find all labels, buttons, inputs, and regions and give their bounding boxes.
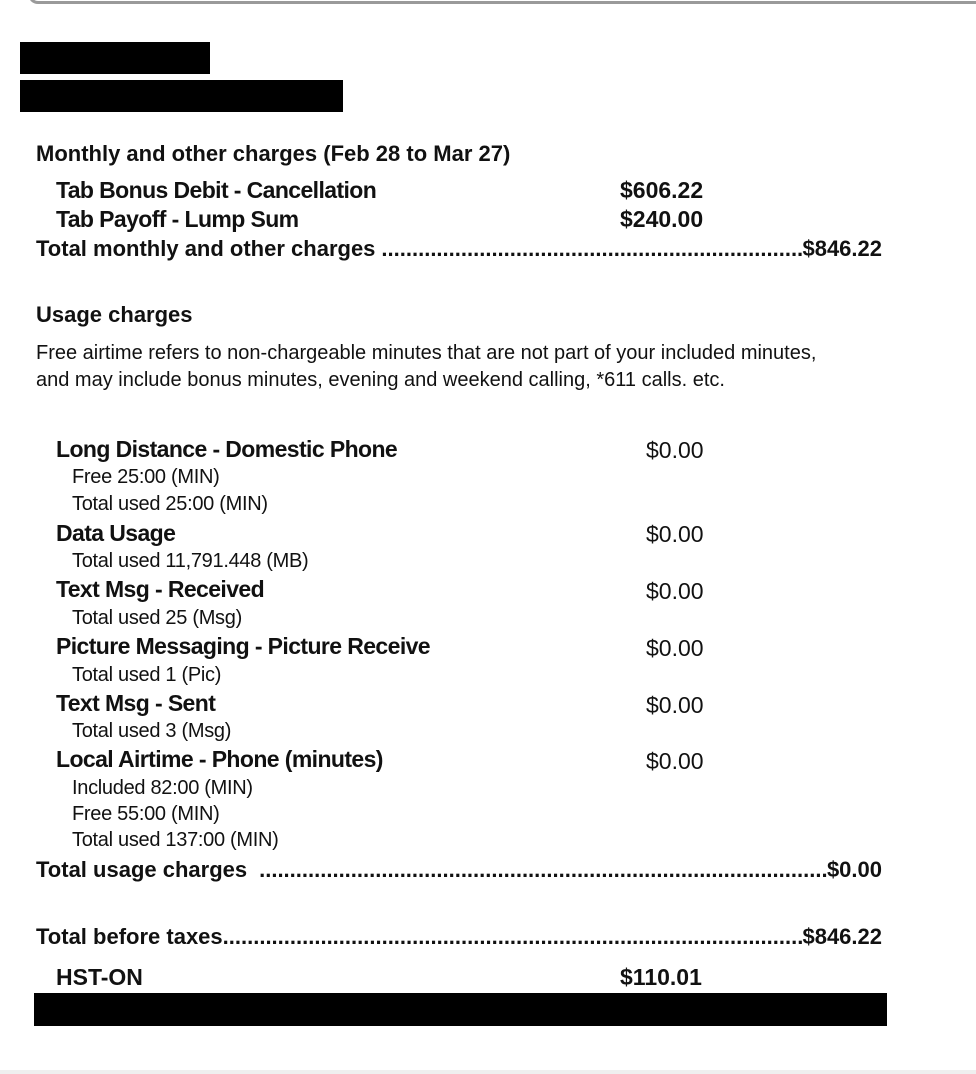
usage-item-detail: Included 82:00 (MIN)	[72, 777, 253, 799]
tax-amount: $110.01	[620, 964, 702, 990]
usage-heading: Usage charges	[36, 302, 193, 327]
usage-item-amount: $0.00	[646, 521, 704, 547]
monthly-item-label: Tab Bonus Debit - Cancellation	[56, 177, 377, 203]
redacted-name-block	[20, 42, 210, 74]
monthly-total-label: Total monthly and other charges	[36, 236, 376, 261]
usage-item-detail: Total used 137:00 (MIN)	[72, 829, 279, 851]
monthly-total-row	[36, 236, 882, 262]
usage-item-detail: Free 55:00 (MIN)	[72, 803, 220, 825]
usage-item-label: Picture Messaging - Picture Receive	[56, 633, 430, 659]
usage-item-detail: Total used 1 (Pic)	[72, 664, 222, 686]
usage-item-detail: Total used 25:00 (MIN)	[72, 493, 268, 515]
document-frame	[28, 0, 976, 4]
usage-item-amount: $0.00	[646, 635, 704, 661]
before-taxes-row	[36, 924, 882, 950]
usage-total-label: Total usage charges	[36, 857, 248, 882]
usage-note-line-2: and may include bonus minutes, evening and weekend calling, *611 calls. etc.	[36, 369, 725, 391]
usage-item-detail: Total used 3 (Msg)	[72, 720, 232, 742]
monthly-item-amount: $606.22	[620, 177, 704, 203]
usage-item-detail: Total used 11,791.448 (MB)	[72, 550, 309, 572]
dot-leader	[223, 924, 803, 950]
usage-item-label: Long Distance - Domestic Phone	[56, 436, 398, 462]
usage-item-detail: Total used 25 (Msg)	[72, 607, 242, 629]
monthly-heading: Monthly and other charges (Feb 28 to Mar 27)	[36, 141, 511, 166]
before-taxes-amount: $846.22	[802, 924, 882, 949]
redacted-address-block	[20, 80, 343, 112]
tax-label: HST-ON	[56, 964, 143, 990]
usage-item-label: Text Msg - Received	[56, 576, 265, 602]
usage-item-amount: $0.00	[646, 748, 704, 774]
page-bottom-edge	[0, 1070, 976, 1074]
usage-item-amount: $0.00	[646, 437, 704, 463]
usage-total-row	[36, 857, 882, 883]
usage-item-amount: $0.00	[646, 692, 704, 718]
monthly-item-label: Tab Payoff - Lump Sum	[56, 206, 299, 232]
usage-item-amount: $0.00	[646, 578, 704, 604]
dot-leader	[381, 236, 802, 262]
usage-total-amount: $0.00	[826, 857, 882, 882]
usage-note-line-1: Free airtime refers to non-chargeable minutes that are not part of your included minutes,	[36, 342, 817, 364]
usage-item-label: Local Airtime - Phone (minutes)	[56, 746, 383, 772]
monthly-total-amount: $846.22	[802, 236, 882, 261]
dot-leader	[259, 857, 827, 883]
redacted-total-block	[34, 993, 887, 1026]
before-taxes-label: Total before taxes	[36, 924, 223, 949]
usage-item-label: Text Msg - Sent	[56, 690, 216, 716]
usage-item-label: Data Usage	[56, 520, 176, 546]
monthly-item-amount: $240.00	[620, 206, 704, 232]
usage-item-detail: Free 25:00 (MIN)	[72, 466, 220, 488]
